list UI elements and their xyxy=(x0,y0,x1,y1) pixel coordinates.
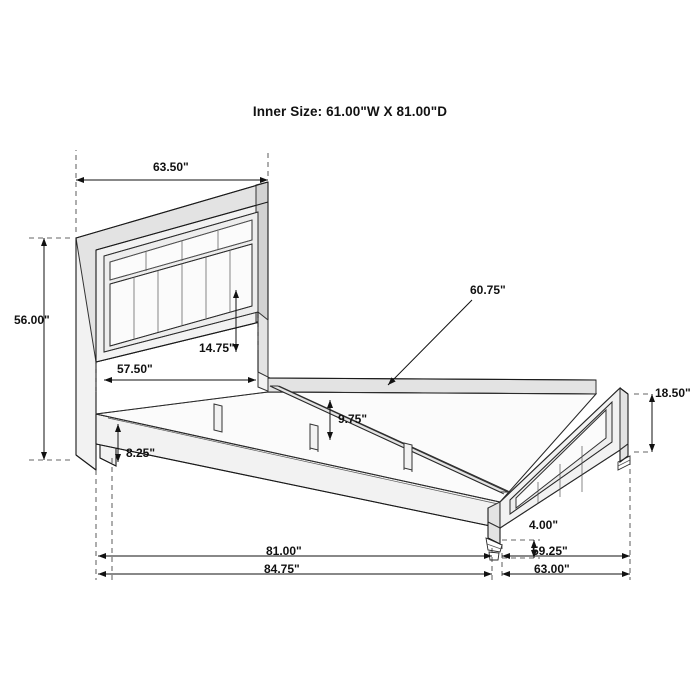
label-headboard-panel-height: 14.75" xyxy=(199,341,235,355)
label-footboard-inner-width: 59.25" xyxy=(532,544,568,558)
label-headboard-panel-width: 57.50" xyxy=(117,362,153,376)
label-clearance-height: 8.25" xyxy=(126,446,156,460)
label-slat-height: 9.75" xyxy=(338,412,368,426)
label-footboard-panel-height: 18.50" xyxy=(655,386,691,400)
label-footboard-width: 63.00" xyxy=(534,562,570,576)
label-rail-length: 60.75" xyxy=(470,283,506,297)
label-headboard-width: 63.50" xyxy=(153,160,189,174)
label-overall-length: 84.75" xyxy=(264,562,300,576)
page-title: Inner Size: 61.00"W X 81.00"D xyxy=(252,104,448,119)
label-foot-height: 4.00" xyxy=(529,518,559,532)
label-inner-length: 81.00" xyxy=(266,544,302,558)
label-headboard-height: 56.00" xyxy=(14,313,50,327)
